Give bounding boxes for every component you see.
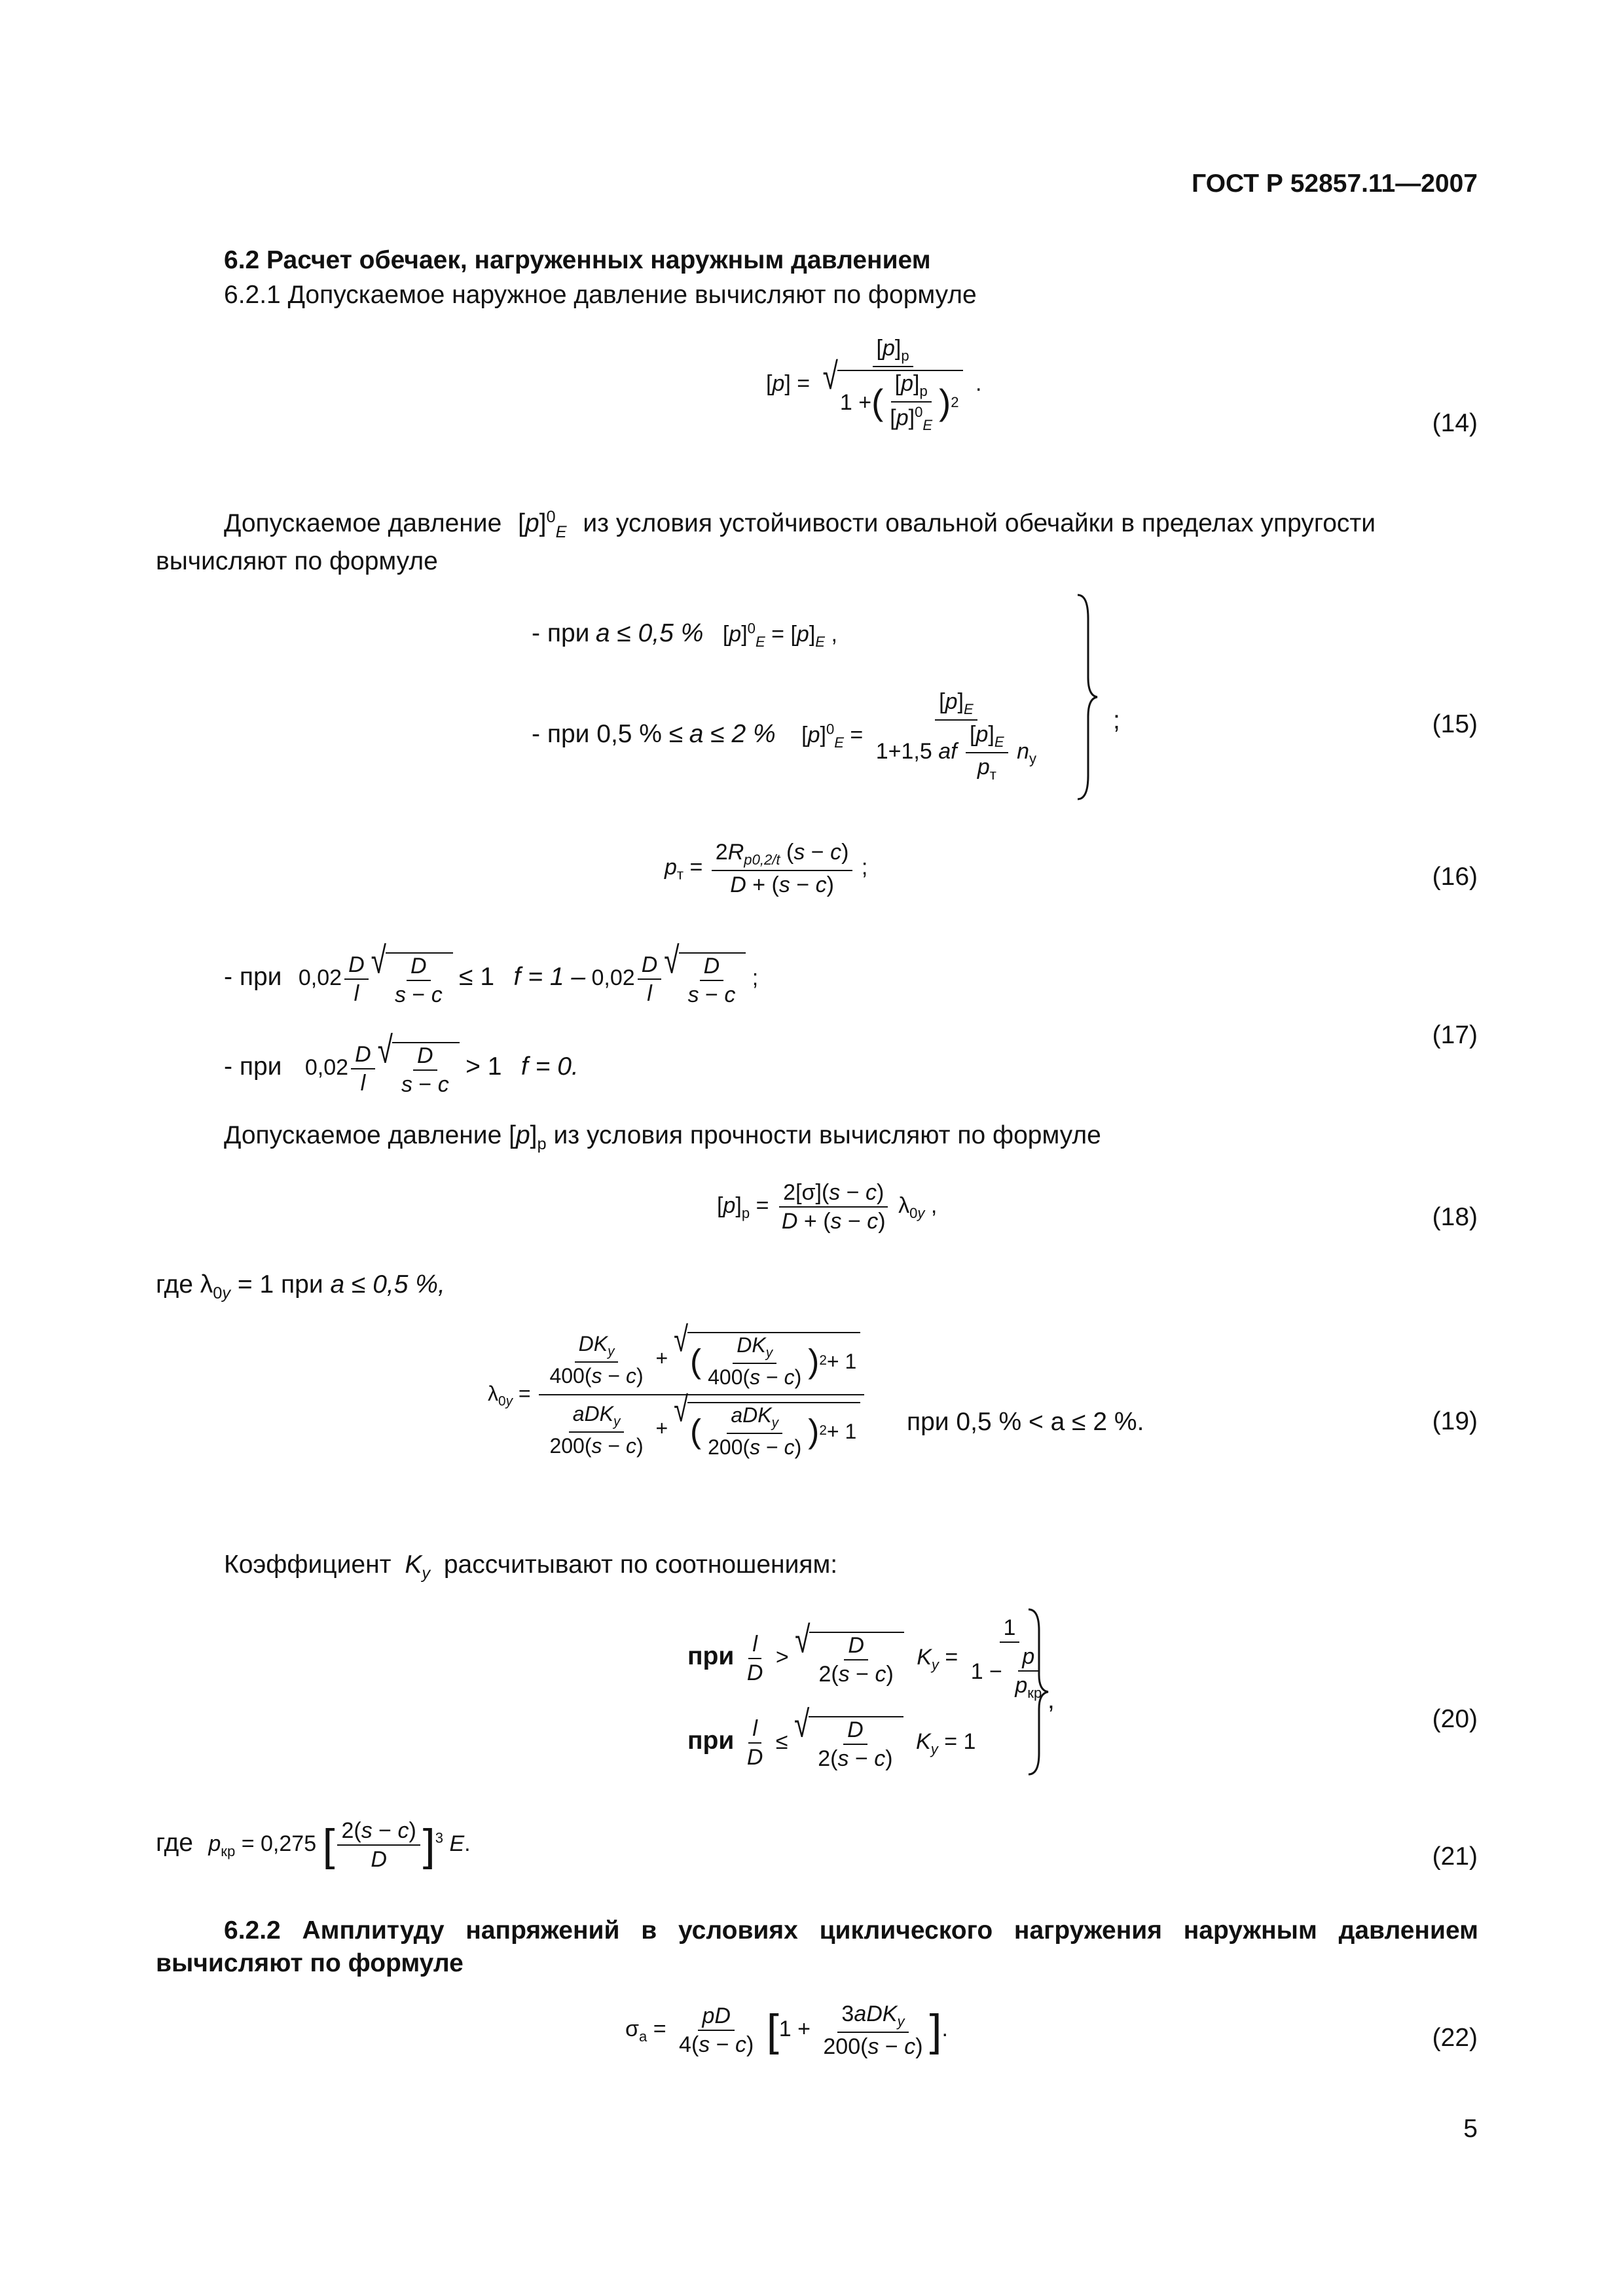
formula-19-condition: при 0,5 % < a ≤ 2 %. bbox=[907, 1408, 1144, 1436]
symbol-pp: $[p]_р$ bbox=[509, 1121, 547, 1153]
f17-case2-f: f = 0. bbox=[520, 1052, 579, 1081]
equation-number-21: (21) bbox=[1432, 1842, 1478, 1871]
equation-number-19: (19) bbox=[1432, 1407, 1478, 1435]
case1-prefix: - при bbox=[532, 619, 590, 647]
symbol-pe0: $[p]^0_E$ bbox=[518, 508, 567, 541]
f17-case1-prefix: - при bbox=[224, 962, 282, 991]
case2-prefix: - при 0,5 % ≤ bbox=[532, 719, 684, 748]
section-622 bbox=[156, 1910, 1478, 1984]
equation-number-15: (15) bbox=[1432, 710, 1478, 738]
equation-number-17: (17) bbox=[1432, 1021, 1478, 1049]
paragraph-pe0-before: Допускаемое давление bbox=[224, 509, 502, 537]
where-lambda-cond: a ≤ 0,5 %, bbox=[330, 1270, 445, 1299]
section-title: 6.2 Расчет обечаек, нагруженных наружным давлением bbox=[224, 246, 931, 274]
formula-15-semicolon: ; bbox=[1113, 706, 1120, 734]
f20-case2-word: при bbox=[687, 1726, 735, 1755]
f17-case1-rel: ≤ 1 bbox=[459, 962, 495, 991]
formula-20-brace bbox=[1025, 1607, 1051, 1777]
formula-14: [p] = $[p]_р$ √ 1 + ( $\frac{[p]_р}{[p]^0_E}$ ) 2 . bbox=[766, 336, 982, 433]
formula-15-case1: - при a ≤ 0,5 % $[p]^0_E = [p]_E$ , bbox=[532, 619, 837, 650]
formula-20-case1: при $\frac{l}{D}$ > √ $\frac{D}{2(s - c)}$ $K_y$ = 1 1 − $\frac{p}{p_{кр}}$ bbox=[687, 1615, 1042, 1701]
formula-20-case2: при $\frac{l}{D}$ ≤ √ $\frac{D}{2(s - c)}$ $K_y = 1$ bbox=[687, 1704, 976, 1771]
where-lambda-prefix: где bbox=[156, 1270, 193, 1299]
case1-condition: a ≤ 0,5 % bbox=[595, 619, 704, 647]
paragraph-pp-before: Допускаемое давление bbox=[224, 1121, 502, 1149]
paragraph-ky-before: Коэффициент bbox=[224, 1551, 392, 1579]
f17-case2-rel: > 1 bbox=[465, 1052, 502, 1081]
f17-case2-prefix: - при bbox=[224, 1052, 282, 1081]
formula-21: где $p_{кр} = 0,275$ [ $\frac{2(s - c)}{D}$ ]$^3$ E. bbox=[156, 1818, 471, 1872]
f17-case1-f: f = 1 – bbox=[513, 962, 586, 991]
paragraph-pe0-after: из условия устойчивости овальной обечайки в пределах упругости bbox=[583, 509, 1376, 537]
formula-17-case1: - при 0,02 $\frac{D}{l}$ √ $\frac{D}{s - c}$ ≤ 1 f = 1 – 0,02 $\frac{D}{l}$ √ $\frac{D}{s - c}$ ; bbox=[224, 940, 759, 1007]
equation-number-18: (18) bbox=[1432, 1203, 1478, 1231]
formula-20-comma: , bbox=[1048, 1686, 1055, 1714]
section-622-line2: вычисляют по формуле bbox=[156, 1949, 464, 1977]
equation-number-14: (14) bbox=[1432, 409, 1478, 437]
paragraph-pe0 bbox=[224, 507, 1376, 542]
equation-number-16: (16) bbox=[1432, 863, 1478, 891]
formula-15-brace bbox=[1074, 592, 1100, 802]
equation-number-20: (20) bbox=[1432, 1705, 1478, 1733]
section-622-line1: 6.2.2 Амплитуду напряжений в условиях циклического нагружения наружным давлением bbox=[224, 1916, 1478, 1945]
formula-16: $p_т$ = $\frac{2R_{p0,2/t} (s - c)}{D + (s - c)}$ ; bbox=[665, 840, 868, 897]
paragraph-ky: Коэффициент $K_y$ рассчитывают по соотношениям: bbox=[224, 1551, 838, 1583]
page-number: 5 bbox=[1463, 2115, 1478, 2143]
f20-case1-word: при bbox=[687, 1641, 735, 1670]
formula-18: $[p]_р$ = $\frac{2[\sigma](s - c)}{D + (s - c)}$ $\lambda_{0y}$ , bbox=[717, 1180, 938, 1234]
formula-19: $\lambda_{0y}$ = $\frac{DK_y}{400(s - c)}$ + √ ( $\frac{DK_y}{400(s - c)}$ ) 2 + 1 $\frac{aDK_y}{200(s - c)}$ + √ ( $\frac{aDK_y}{200(s - c)}$ ) 2 + 1 bbox=[488, 1332, 867, 1458]
formula-15-case2: - при 0,5 % ≤ a ≤ 2 % $[p]^0_E$ = $[p]_E$ 1+1,5 af $\frac{[p]_E}{p_т}$ $n_у$ bbox=[532, 689, 1037, 783]
standard-number: ГОСТ Р 52857.11—2007 bbox=[1192, 170, 1478, 198]
paragraph-pp-after: из условия прочности вычисляют по формуле bbox=[553, 1121, 1101, 1149]
paragraph-pe0-line2: вычисляют по формуле bbox=[156, 547, 438, 575]
where-lambda-rest: = 1 при bbox=[237, 1270, 323, 1299]
paragraph-621: 6.2.1 Допускаемое наружное давление вычисляют по формуле bbox=[224, 281, 977, 309]
f21-prefix: где bbox=[156, 1828, 193, 1857]
paragraph-ky-after: рассчитывают по соотношениям: bbox=[443, 1551, 838, 1579]
formula-22: $\sigma_а$ = $\frac{pD}{4(s - c)}$ [1 + $\frac{3aDK_y}{200(s - c)}$ ]. bbox=[625, 2001, 948, 2059]
where-lambda: где $\lambda_{0y} = 1$ при a ≤ 0,5 %, bbox=[156, 1270, 445, 1302]
case2-condition: a ≤ 2 % bbox=[689, 719, 776, 748]
equation-number-22: (22) bbox=[1432, 2024, 1478, 2052]
paragraph-pp bbox=[224, 1121, 1101, 1154]
formula-17-case2: - при 0,02 $\frac{D}{l}$ √ $\frac{D}{s - c}$ > 1 f = 0. bbox=[224, 1030, 579, 1097]
